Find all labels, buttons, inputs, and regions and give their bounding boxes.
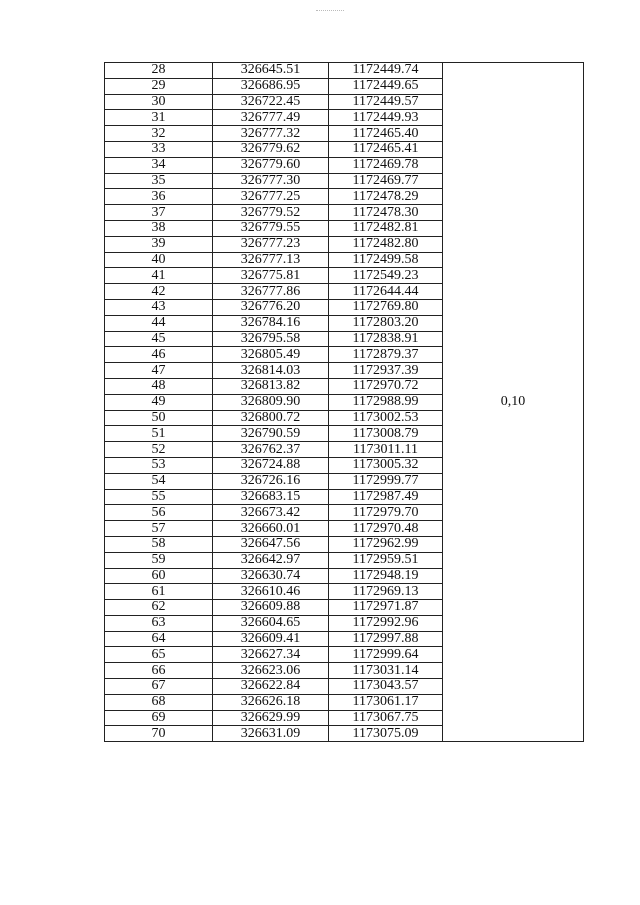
y-coordinate-cell: 1172499.58 (329, 252, 443, 268)
y-coordinate-cell: 1172969.13 (329, 584, 443, 600)
y-coordinate-cell: 1173075.09 (329, 726, 443, 742)
x-coordinate-cell: 326777.25 (213, 189, 329, 205)
point-number-cell: 59 (105, 552, 213, 568)
y-coordinate-cell: 1172478.29 (329, 189, 443, 205)
point-number-cell: 43 (105, 299, 213, 315)
y-coordinate-cell: 1172482.81 (329, 220, 443, 236)
y-coordinate-cell: 1173061.17 (329, 694, 443, 710)
x-coordinate-cell: 326777.30 (213, 173, 329, 189)
y-coordinate-cell: 1172769.80 (329, 299, 443, 315)
x-coordinate-cell: 326645.51 (213, 63, 329, 79)
y-coordinate-cell: 1173002.53 (329, 410, 443, 426)
point-number-cell: 45 (105, 331, 213, 347)
point-number-cell: 47 (105, 363, 213, 379)
point-number-cell: 33 (105, 141, 213, 157)
x-coordinate-cell: 326726.16 (213, 473, 329, 489)
x-coordinate-cell: 326686.95 (213, 78, 329, 94)
point-number-cell: 30 (105, 94, 213, 110)
x-coordinate-cell: 326660.01 (213, 521, 329, 537)
x-coordinate-cell: 326610.46 (213, 584, 329, 600)
point-number-cell: 41 (105, 268, 213, 284)
x-coordinate-cell: 326777.23 (213, 236, 329, 252)
point-number-cell: 48 (105, 378, 213, 394)
x-coordinate-cell: 326647.56 (213, 536, 329, 552)
y-coordinate-cell: 1172999.77 (329, 473, 443, 489)
y-coordinate-cell: 1172803.20 (329, 315, 443, 331)
y-coordinate-cell: 1173005.32 (329, 457, 443, 473)
point-number-cell: 36 (105, 189, 213, 205)
point-number-cell: 51 (105, 426, 213, 442)
y-coordinate-cell: 1172478.30 (329, 205, 443, 221)
tolerance-cell: 0,10 (443, 63, 584, 742)
x-coordinate-cell: 326790.59 (213, 426, 329, 442)
y-coordinate-cell: 1173011.11 (329, 442, 443, 458)
point-number-cell: 65 (105, 647, 213, 663)
x-coordinate-cell: 326779.52 (213, 205, 329, 221)
point-number-cell: 67 (105, 679, 213, 695)
point-number-cell: 40 (105, 252, 213, 268)
point-number-cell: 49 (105, 394, 213, 410)
y-coordinate-cell: 1172948.19 (329, 568, 443, 584)
x-coordinate-cell: 326779.62 (213, 141, 329, 157)
point-number-cell: 60 (105, 568, 213, 584)
x-coordinate-cell: 326813.82 (213, 378, 329, 394)
x-coordinate-cell: 326779.55 (213, 220, 329, 236)
x-coordinate-cell: 326776.20 (213, 299, 329, 315)
point-number-cell: 64 (105, 631, 213, 647)
x-coordinate-cell: 326800.72 (213, 410, 329, 426)
x-coordinate-cell: 326631.09 (213, 726, 329, 742)
y-coordinate-cell: 1172838.91 (329, 331, 443, 347)
point-number-cell: 55 (105, 489, 213, 505)
y-coordinate-cell: 1172987.49 (329, 489, 443, 505)
x-coordinate-cell: 326814.03 (213, 363, 329, 379)
point-number-cell: 35 (105, 173, 213, 189)
y-coordinate-cell: 1173031.14 (329, 663, 443, 679)
point-number-cell: 42 (105, 284, 213, 300)
y-coordinate-cell: 1172465.40 (329, 126, 443, 142)
point-number-cell: 29 (105, 78, 213, 94)
point-number-cell: 38 (105, 220, 213, 236)
point-number-cell: 61 (105, 584, 213, 600)
y-coordinate-cell: 1172469.77 (329, 173, 443, 189)
point-number-cell: 46 (105, 347, 213, 363)
point-number-cell: 50 (105, 410, 213, 426)
x-coordinate-cell: 326609.88 (213, 600, 329, 616)
y-coordinate-cell: 1173043.57 (329, 679, 443, 695)
x-coordinate-cell: 326627.34 (213, 647, 329, 663)
point-number-cell: 62 (105, 600, 213, 616)
y-coordinate-cell: 1172997.88 (329, 631, 443, 647)
y-coordinate-cell: 1172979.70 (329, 505, 443, 521)
coordinates-table-body (105, 63, 584, 742)
y-coordinate-cell: 1172992.96 (329, 615, 443, 631)
x-coordinate-cell: 326777.49 (213, 110, 329, 126)
x-coordinate-cell: 326805.49 (213, 347, 329, 363)
x-coordinate-cell: 326775.81 (213, 268, 329, 284)
y-coordinate-cell: 1172449.57 (329, 94, 443, 110)
y-coordinate-cell: 1172449.93 (329, 110, 443, 126)
y-coordinate-cell: 1172988.99 (329, 394, 443, 410)
point-number-cell: 44 (105, 315, 213, 331)
x-coordinate-cell: 326609.41 (213, 631, 329, 647)
coordinates-table (104, 62, 584, 742)
y-coordinate-cell: 1172469.78 (329, 157, 443, 173)
point-number-cell: 58 (105, 536, 213, 552)
x-coordinate-cell: 326604.65 (213, 615, 329, 631)
y-coordinate-cell: 1172971.87 (329, 600, 443, 616)
y-coordinate-cell: 1172962.99 (329, 536, 443, 552)
x-coordinate-cell: 326683.15 (213, 489, 329, 505)
x-coordinate-cell: 326795.58 (213, 331, 329, 347)
y-coordinate-cell: 1172999.64 (329, 647, 443, 663)
point-number-cell: 56 (105, 505, 213, 521)
y-coordinate-cell: 1172644.44 (329, 284, 443, 300)
y-coordinate-cell: 1172465.41 (329, 141, 443, 157)
point-number-cell: 31 (105, 110, 213, 126)
x-coordinate-cell: 326779.60 (213, 157, 329, 173)
x-coordinate-cell: 326724.88 (213, 457, 329, 473)
y-coordinate-cell: 1172937.39 (329, 363, 443, 379)
point-number-cell: 39 (105, 236, 213, 252)
x-coordinate-cell: 326642.97 (213, 552, 329, 568)
x-coordinate-cell: 326623.06 (213, 663, 329, 679)
x-coordinate-cell: 326626.18 (213, 694, 329, 710)
x-coordinate-cell: 326809.90 (213, 394, 329, 410)
y-coordinate-cell: 1172879.37 (329, 347, 443, 363)
y-coordinate-cell: 1172482.80 (329, 236, 443, 252)
y-coordinate-cell: 1172970.48 (329, 521, 443, 537)
x-coordinate-cell: 326777.32 (213, 126, 329, 142)
point-number-cell: 54 (105, 473, 213, 489)
point-number-cell: 57 (105, 521, 213, 537)
point-number-cell: 66 (105, 663, 213, 679)
point-number-cell: 53 (105, 457, 213, 473)
y-coordinate-cell: 1173067.75 (329, 710, 443, 726)
point-number-cell: 52 (105, 442, 213, 458)
x-coordinate-cell: 326762.37 (213, 442, 329, 458)
x-coordinate-cell: 326673.42 (213, 505, 329, 521)
point-number-cell: 69 (105, 710, 213, 726)
y-coordinate-cell: 1172959.51 (329, 552, 443, 568)
x-coordinate-cell: 326629.99 (213, 710, 329, 726)
x-coordinate-cell: 326784.16 (213, 315, 329, 331)
x-coordinate-cell: 326777.13 (213, 252, 329, 268)
point-number-cell: 34 (105, 157, 213, 173)
point-number-cell: 70 (105, 726, 213, 742)
x-coordinate-cell: 326630.74 (213, 568, 329, 584)
y-coordinate-cell: 1172449.65 (329, 78, 443, 94)
table-row (105, 63, 584, 79)
point-number-cell: 28 (105, 63, 213, 79)
x-coordinate-cell: 326722.45 (213, 94, 329, 110)
x-coordinate-cell: 326777.86 (213, 284, 329, 300)
point-number-cell: 63 (105, 615, 213, 631)
y-coordinate-cell: 1173008.79 (329, 426, 443, 442)
y-coordinate-cell: 1172449.74 (329, 63, 443, 79)
y-coordinate-cell: 1172549.23 (329, 268, 443, 284)
y-coordinate-cell: 1172970.72 (329, 378, 443, 394)
point-number-cell: 37 (105, 205, 213, 221)
page-top-mark (316, 10, 344, 13)
point-number-cell: 32 (105, 126, 213, 142)
x-coordinate-cell: 326622.84 (213, 679, 329, 695)
point-number-cell: 68 (105, 694, 213, 710)
